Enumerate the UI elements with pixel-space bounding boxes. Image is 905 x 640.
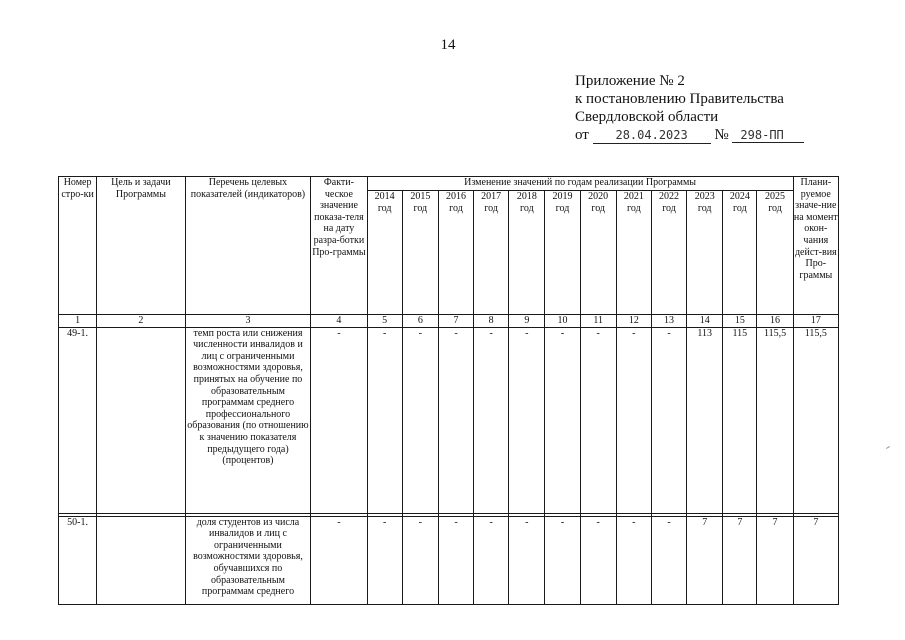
header-year: 2025 год — [757, 191, 793, 315]
row-value: - — [545, 327, 580, 513]
row-value: - — [474, 327, 509, 513]
indicators-table — [58, 176, 839, 605]
column-number: 1 — [59, 315, 97, 328]
column-number: 13 — [651, 315, 686, 328]
row-actual: - — [311, 327, 367, 513]
column-number: 2 — [97, 315, 185, 328]
row-value: - — [651, 516, 686, 604]
row-indicator: темп роста или снижения численности инвалидов и лиц с ограниченными возможностями здоровья, принятых на обучение по образовательным программам среднего профессионального образования (по отношению к значению показателя предыдущего года) (процентов) — [185, 327, 311, 513]
header-changes: Изменение значений по годам реализации Программы — [367, 177, 793, 191]
row-number: 50-1. — [59, 516, 97, 604]
row-indicator: доля студентов из числа инвалидов и лиц с ограниченными возможностями здоровья, обучавшихся по образовательным программам среднего — [185, 516, 311, 604]
column-number: 9 — [509, 315, 545, 328]
header-year: 2021 год — [616, 191, 651, 315]
table-row — [59, 327, 839, 513]
header-year: 2024 год — [723, 191, 757, 315]
column-number: 7 — [438, 315, 473, 328]
header-year: 2017 год — [474, 191, 509, 315]
header-year: 2019 год — [545, 191, 580, 315]
row-value: - — [367, 516, 402, 604]
header-year: 2023 год — [687, 191, 723, 315]
row-value: - — [651, 327, 686, 513]
header-actual: Факти-ческое значение показа-теля на дату разра-ботки Про-граммы — [311, 177, 367, 315]
column-number: 3 — [185, 315, 311, 328]
header-year: 2018 год — [509, 191, 545, 315]
header-year: 2015 год — [402, 191, 438, 315]
appendix-region: Свердловской области — [575, 109, 719, 125]
header-year: 2016 год — [438, 191, 473, 315]
header-indicators: Перечень целевых показателей (индикаторов) — [185, 177, 311, 315]
page-number: 14 — [440, 37, 456, 53]
row-value: - — [509, 327, 545, 513]
appendix-title: Приложение № 2 — [575, 73, 685, 89]
column-number: 6 — [402, 315, 438, 328]
row-number: 49-1. — [59, 327, 97, 513]
column-number: 4 — [311, 315, 367, 328]
row-value: - — [509, 516, 545, 604]
row-value: 7 — [723, 516, 757, 604]
header-year: 2014 год — [367, 191, 402, 315]
number-label: № — [714, 127, 729, 143]
column-number: 17 — [793, 315, 838, 328]
from-label: от — [575, 127, 589, 143]
table-row — [59, 516, 839, 604]
header-row-number: Номер стро-ки — [59, 177, 97, 315]
row-value: - — [580, 516, 616, 604]
resolution-date: 28.04.2023 — [593, 129, 711, 144]
row-goal — [97, 327, 185, 513]
row-value: - — [402, 327, 438, 513]
appendix-header — [575, 72, 804, 144]
header-goal: Цель и задачи Программы — [97, 177, 185, 315]
row-value: - — [616, 516, 651, 604]
row-value: 115 — [723, 327, 757, 513]
row-value: - — [545, 516, 580, 604]
row-value: - — [580, 327, 616, 513]
column-number: 12 — [616, 315, 651, 328]
header-planned: Плани-руемое значе-ние на момент окон-чания дейст-вия Про-граммы — [793, 177, 838, 315]
header-year: 2022 год — [651, 191, 686, 315]
column-number: 14 — [687, 315, 723, 328]
row-value: 7 — [757, 516, 793, 604]
row-goal — [97, 516, 185, 604]
row-value: - — [438, 327, 473, 513]
header-year: 2020 год — [580, 191, 616, 315]
row-planned: 115,5 — [793, 327, 838, 513]
column-number: 16 — [757, 315, 793, 328]
row-value: 113 — [687, 327, 723, 513]
row-value: 115,5 — [757, 327, 793, 513]
appendix-subtitle: к постановлению Правительства — [575, 91, 784, 107]
row-value: - — [367, 327, 402, 513]
column-number: 5 — [367, 315, 402, 328]
row-value: - — [474, 516, 509, 604]
column-number: 8 — [474, 315, 509, 328]
row-actual: - — [311, 516, 367, 604]
column-number: 15 — [723, 315, 757, 328]
resolution-number: 298-ПП — [732, 129, 804, 143]
row-value: - — [616, 327, 651, 513]
resolution-line — [575, 126, 804, 144]
scan-mark — [886, 446, 890, 449]
row-value: 7 — [687, 516, 723, 604]
row-value: - — [438, 516, 473, 604]
row-planned: 7 — [793, 516, 838, 604]
column-number: 11 — [580, 315, 616, 328]
column-number: 10 — [545, 315, 580, 328]
row-value: - — [402, 516, 438, 604]
